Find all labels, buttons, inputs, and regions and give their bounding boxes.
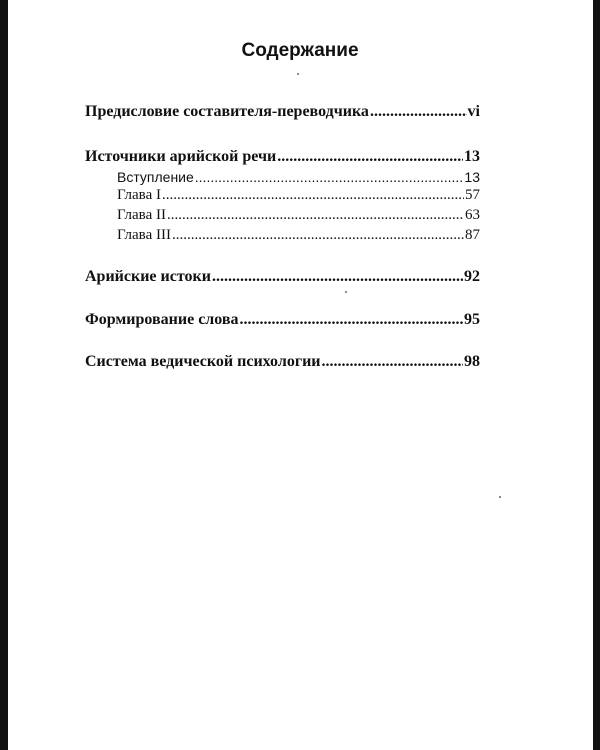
toc-entry-label: Предисловие составителя-переводчика [85,103,369,120]
toc-entry-aryan-origins [85,268,480,286]
scan-speck [499,496,501,498]
toc-entry-page: 87 [465,227,480,243]
toc-entry-label: Глава I [117,187,161,203]
toc-entry-label: Вступление [117,169,194,185]
toc-entry-page: 92 [464,268,480,285]
toc-entry-introduction [117,169,480,185]
toc-entry-label: Глава III [117,227,171,243]
dot-leader [370,103,467,121]
toc-entry-page: 98 [464,353,480,370]
toc-entry-chapter-3 [117,227,480,244]
toc-entry-label: Система ведической психологии [85,353,321,370]
toc-entry-page: vi [467,103,480,120]
toc-entry-chapter-1 [117,187,480,204]
toc-entry-page: 63 [465,207,480,223]
toc-entry-label: Глава II [117,207,166,223]
toc-entry-label: Источники арийской речи [85,148,277,165]
toc-entry-sources [85,148,480,166]
dot-leader [172,227,464,244]
dot-leader [277,148,463,166]
toc-entry-label: Формирование слова [85,311,239,328]
dot-leader [195,169,464,185]
page-title: Содержание [241,40,359,61]
toc-entry-chapter-2 [117,207,480,224]
toc-entry-preface [85,103,480,121]
dot-leader [162,187,464,204]
toc-entry-label: Арийские истоки [85,268,211,285]
scan-speck [297,73,299,75]
dot-leader [212,268,463,286]
dot-leader [322,353,463,371]
dot-leader [240,311,463,329]
dot-leader [167,207,464,224]
toc-entry-page: 57 [465,187,480,203]
toc-entry-word-formation [85,311,480,329]
toc-entry-page: 13 [464,148,480,165]
toc-entry-page: 13 [464,169,480,185]
toc-entry-page: 95 [464,311,480,328]
scan-speck [345,291,347,293]
toc-entry-vedic-psychology [85,353,480,371]
